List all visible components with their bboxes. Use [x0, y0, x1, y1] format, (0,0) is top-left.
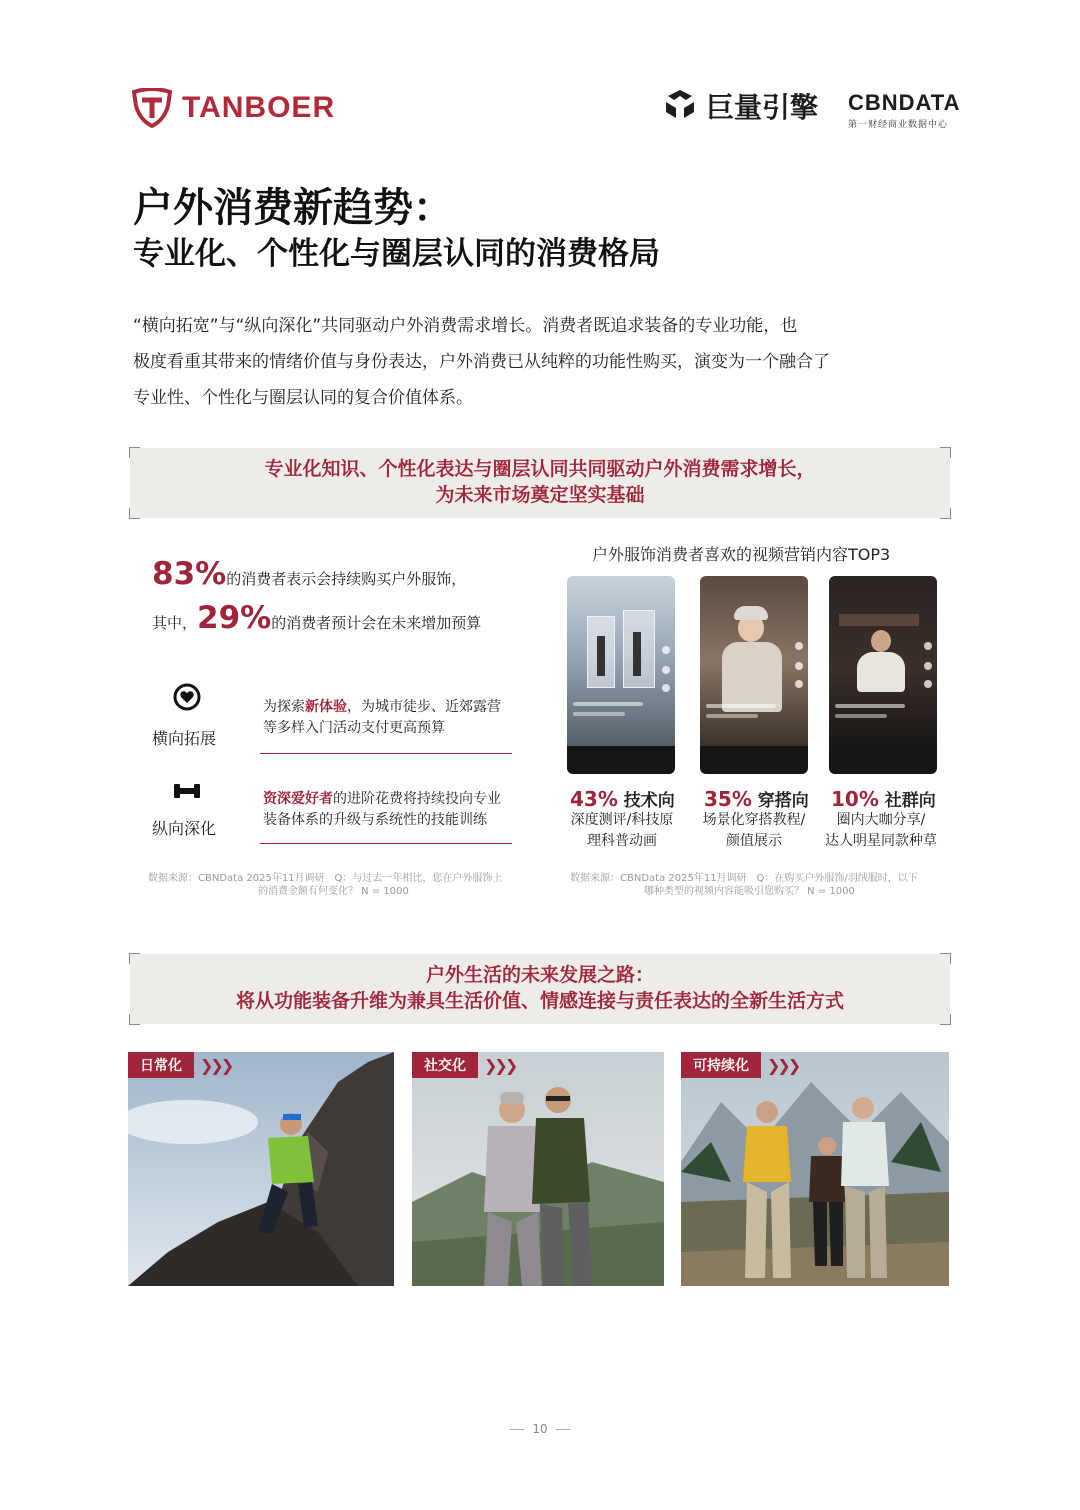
stat-line: [152, 600, 481, 636]
intro-paragraph: [133, 308, 933, 416]
data-source-note: [570, 872, 950, 898]
content-type: 技术向: [623, 791, 675, 811]
content-percent: 43%: [570, 787, 618, 811]
chevrons-icon: ❯❯❯: [200, 1055, 232, 1075]
video-screenshot-community: [829, 576, 937, 774]
content-percent: 10%: [831, 787, 879, 811]
content-type: 穿搭向: [757, 791, 809, 811]
divider: [260, 753, 512, 754]
content-desc-line: 达人明星同款种草: [825, 833, 937, 849]
stat-prefix: 其中，: [152, 614, 198, 632]
photo-tag: [681, 1052, 798, 1078]
juliang-mark-icon: [662, 88, 698, 124]
key-finding-banner: [130, 448, 950, 518]
intro-line: “横向拓宽”与“纵向深化”共同驱动户外消费需求增长。消费者既追求装备的专业功能，也: [133, 316, 798, 336]
banner-line: 户外生活的未来发展之路：: [425, 964, 654, 986]
source-line: 的消费金额有何变化？ N = 1000: [258, 886, 409, 897]
point-description: [263, 697, 513, 739]
banner-line: 专业化知识、个性化表达与圈层认同共同驱动户外消费需求增长，: [264, 458, 816, 480]
content-stat-community: [831, 786, 936, 811]
banner-line: 将从功能装备升维为兼具生活价值、情感连接与责任表达的全新生活方式: [235, 990, 844, 1012]
photo-tag-label: 可持续化: [681, 1052, 761, 1078]
point-text-pre: 为探索: [263, 699, 305, 715]
page-number-text: 10: [532, 1422, 548, 1436]
content-desc-community: [818, 810, 944, 852]
photo-social-couple: [412, 1052, 664, 1286]
chevrons-icon: ❯❯❯: [767, 1055, 799, 1075]
point-description: [263, 789, 513, 831]
source-line: 哪种类型的视频内容能吸引您购买？ N = 1000: [644, 886, 855, 897]
content-desc-line: 场景化穿搭教程/: [702, 812, 806, 828]
photo-tag: [128, 1052, 231, 1078]
heart-badge-icon: [172, 682, 202, 712]
page-title: 户外消费新趋势：: [133, 185, 453, 231]
point-label: 纵向深化: [152, 819, 217, 838]
content-desc-line: 深度测评/科技原: [570, 812, 674, 828]
tanboer-logo: [130, 88, 335, 128]
video-screenshot-outfit: [700, 576, 808, 774]
intro-line: 专业性、个性化与圈层认同的复合价值体系。: [133, 388, 473, 408]
source-line: 数据来源：CBNData 2025年11月调研 Q：与过去一年相比，您在户外服饰上: [148, 873, 503, 884]
data-source-note: [148, 872, 528, 898]
photo-sustainable-family: [681, 1052, 949, 1286]
video-screenshot-tech: [567, 576, 675, 774]
partner-name-juliang: 巨量引擎: [706, 91, 819, 124]
content-stat-outfit: [704, 786, 809, 811]
photo-daily-climber: [128, 1052, 394, 1286]
content-desc-outfit: [692, 810, 816, 852]
content-desc-line: 理科普动画: [587, 833, 657, 849]
content-stat-tech: [570, 786, 675, 811]
content-desc-tech: [562, 810, 682, 852]
stat-text: 的消费者预计会在未来增加预算: [271, 614, 482, 632]
content-percent: 35%: [704, 787, 752, 811]
photo-tag-label: 社交化: [412, 1052, 478, 1078]
intro-line: 极度看重其带来的情绪价值与身份表达，户外消费已从纯粹的功能性购买，演变为一个融合了: [133, 352, 830, 372]
page-number: [0, 1422, 1080, 1436]
future-path-banner: [130, 954, 950, 1024]
chevrons-icon: ❯❯❯: [484, 1055, 516, 1075]
point-highlight: 资深爱好者: [263, 791, 333, 807]
cbndata-logo: [848, 90, 961, 130]
point-text-post: ，为城市徒步、近郊露营等多样入门活动支付更高预算: [263, 699, 501, 736]
stat-percent: 83%: [152, 556, 227, 592]
brand-name: TANBOER: [182, 91, 336, 124]
page-subtitle: 专业化、个性化与圈层认同的消费格局: [133, 236, 660, 272]
point-highlight: 新体验: [305, 699, 347, 715]
juliang-logo: [662, 86, 818, 126]
partner-name-cbndata: CBNDATA: [848, 90, 961, 115]
stat-text: 的消费者表示会持续购买户外服饰，: [226, 570, 467, 588]
source-line: 数据来源：CBNData 2025年11月调研 Q：在购买户外服饰/羽绒服时，以下: [570, 873, 918, 884]
shield-emblem-icon: [130, 88, 174, 128]
photo-tag-label: 日常化: [128, 1052, 194, 1078]
phones-chart-title: 户外服饰消费者喜欢的视频营销内容TOP3: [592, 545, 891, 564]
photo-tag: [412, 1052, 515, 1078]
content-type: 社群向: [884, 791, 936, 811]
stat-percent: 29%: [197, 600, 272, 636]
partner-subtitle-cbndata: 第一财经商业数据中心: [848, 120, 949, 130]
divider: [260, 843, 512, 844]
content-desc-line: 颜值展示: [726, 833, 782, 849]
content-desc-line: 圈内大咖分享/: [836, 812, 926, 828]
point-label: 横向拓展: [152, 729, 217, 748]
stat-line: [152, 556, 466, 592]
banner-line: 为未来市场奠定坚实基础: [435, 484, 645, 506]
dumbbell-icon: [172, 776, 202, 806]
point-text-post: 的进阶花费将持续投向专业装备体系的升级与系统性的技能训练: [263, 791, 501, 828]
